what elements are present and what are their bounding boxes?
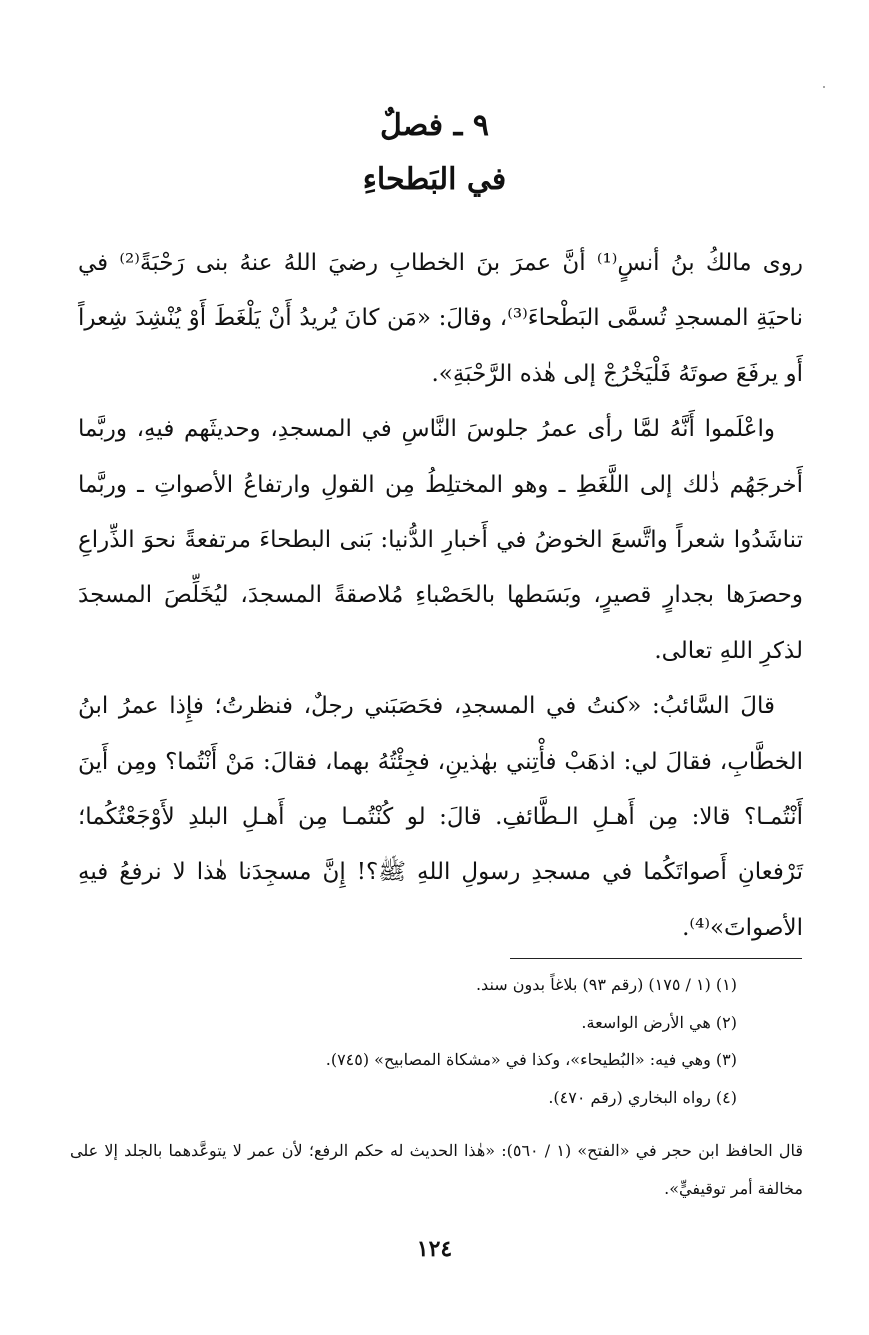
footnote-3: (٣) وهي فيه: «البُطيحاء»، وكذا في «مشكاة المصابيح» (٧٤٥). bbox=[325, 1050, 737, 1069]
paragraph-2: واعْلَموا أَنَّهُ لمَّا رأى عمرُ جلوسَ النَّاسِ في المسجدِ، وحديثَهم فيهِ، وربَّما أَخرجَهُم ذٰلك إلى اللَّغَطِ ـ وهو المختلِطُ مِن القولِ وارتفاعُ الأصواتِ ـ وربَّما تناشَدُوا شعراً واتَّسعَ الخوضُ في أَخبارِ الدُّنيا: بَنى البطحاءَ مرتفعةً نحوَ الذِّراعِ وحصرَها بجدارٍ قصيرٍ، وبَسَطها بالحَصْباءِ مُلاصقةً المسجدَ، ليُخَلِّصَ المسجدَ لذكرِ اللهِ تعالى. bbox=[78, 416, 803, 664]
footnote-divider bbox=[510, 958, 802, 959]
footnote-2: (٢) هي الأرض الواسعة. bbox=[581, 1012, 737, 1032]
footnote-4: (٤) رواه البخاري (رقم ٤٧٠). bbox=[548, 1087, 737, 1107]
chapter-number: ٩ ـ فصلٌ bbox=[380, 108, 489, 143]
paragraph-1: روى مالكُ بنُ أنسٍ⁽¹⁾ أنَّ عمرَ بنَ الخطابِ رضيَ اللهُ عنهُ بنى رَحْبَةً⁽²⁾ في ناحيَةِ المسجدِ تُسمَّى البَطْحاءَ⁽³⁾، وقالَ: «مَن كانَ يُريدُ أَنْ يَلْغَطَ أَوْ يُنْشِدَ شِعراً أَو يرفَعَ صوتَهُ فَلْيَخْرُجْ إلى هٰذه الرَّحْبَةِ». bbox=[78, 250, 804, 387]
page-speck bbox=[823, 86, 825, 88]
paragraph-3: قالَ السَّائبُ: «كنتُ في المسجدِ، فحَصَبَني رجلٌ، فنظرتُ؛ فإِذا عمرُ ابنُ الخطَّابِ، فقالَ لي: اذهَبْ فأْتِني بهٰذينِ، فجِئْتُهُ بهما، فقالَ: مَنْ أَنْتُما؟ ومِن أَينَ أَنْتُمـا؟ قالا: مِن أَهـلِ الـطَّائفِ. قالَ: لو كُنْتُمـا مِن أَهـلِ البلدِ لأَوْجَعْتُكُما؛ تَرْفعانِ أَصواتَكُما في مسجدِ رسولِ اللهِ ﷺ؟! إِنَّ مسجِدَنا هٰذا لا نرفعُ فيهِ الأصواتَ»⁽⁴⁾. bbox=[78, 693, 803, 941]
page-number: ١٢٤ bbox=[416, 1236, 453, 1262]
footnote-1: (١) (١ / ١٧٥) (رقم ٩٣) بلاغاً بدون سند. bbox=[475, 975, 737, 994]
chapter-title: في البَطحاءِ bbox=[362, 162, 507, 197]
footnotes bbox=[70, 966, 737, 1116]
footnote-4-continuation: قال الحافظ ابن حجر في «الفتح» (١ / ٥٦٠): «هٰذا الحديث له حكم الرفع؛ لأن عمر لا يتوعَّدهما بالجلد إلا على مخالفة أمر توقيفيٍّ». bbox=[70, 1141, 804, 1198]
main-text bbox=[78, 236, 803, 956]
